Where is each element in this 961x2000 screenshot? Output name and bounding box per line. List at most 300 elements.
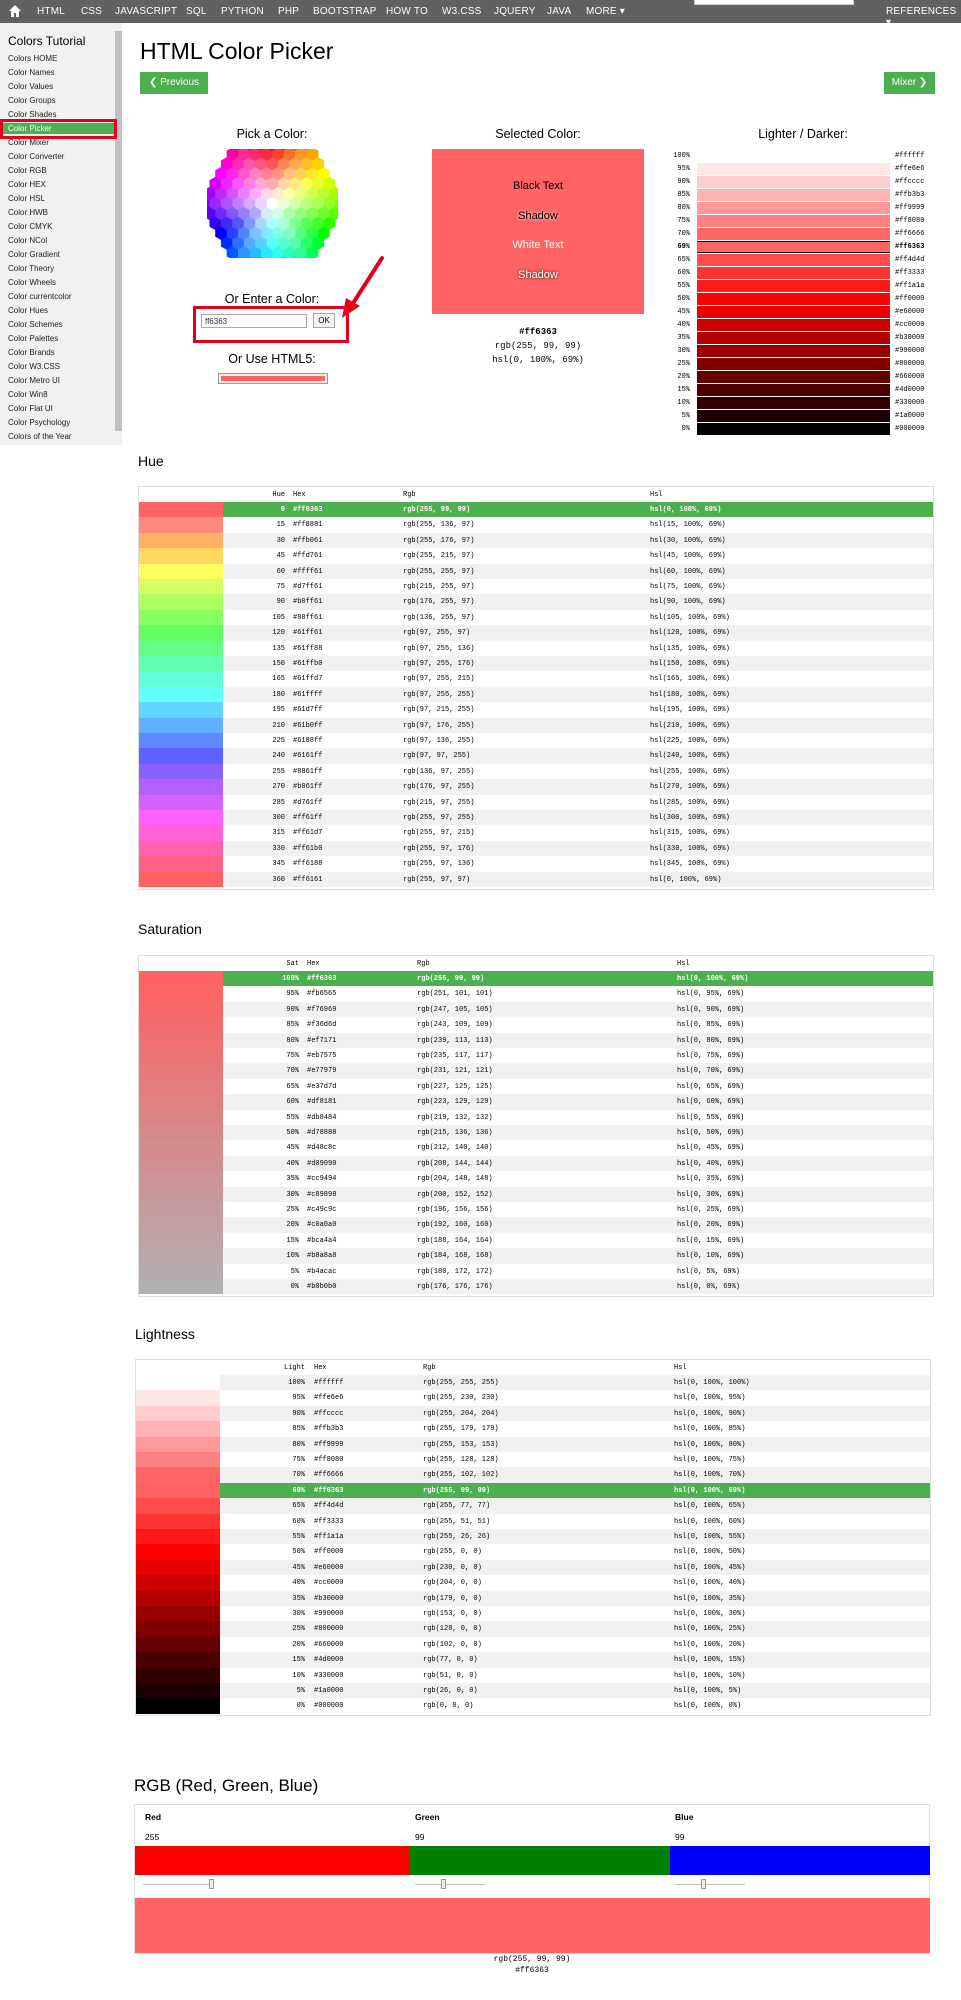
shade-swatch[interactable]	[697, 280, 890, 292]
shade-hex: #000000	[895, 425, 925, 433]
table-row[interactable]	[136, 1544, 930, 1559]
sidebar-item[interactable]: Colors HOME	[8, 54, 58, 63]
sidebar-item[interactable]: Color Win8	[8, 390, 48, 399]
html5-color-input[interactable]	[218, 373, 328, 384]
table-row[interactable]	[139, 971, 933, 986]
row-value: 195	[272, 706, 285, 715]
table-row[interactable]	[139, 687, 933, 702]
sidebar-item[interactable]: Color Metro UI	[8, 376, 61, 385]
sidebar-item[interactable]: Color RGB	[8, 166, 47, 175]
row-hsl: hsl(0, 100%, 75%)	[674, 1456, 746, 1464]
shade-row[interactable]	[670, 306, 929, 319]
next-mixer-button[interactable]: Mixer ❯	[884, 72, 935, 94]
nav-bootstrap[interactable]: BOOTSTRAP	[313, 6, 377, 17]
row-value: 70%	[292, 1471, 305, 1480]
shade-row[interactable]	[670, 319, 929, 332]
row-swatch[interactable]	[139, 795, 223, 810]
sidebar-item[interactable]: Color Values	[8, 82, 54, 91]
table-row[interactable]	[139, 1264, 933, 1279]
sidebar-item[interactable]: Color W3.CSS	[8, 362, 61, 371]
row-value: 105	[272, 613, 285, 622]
shade-swatch[interactable]	[697, 150, 890, 162]
row-hex: #61b0ff	[293, 721, 323, 730]
row-swatch[interactable]	[139, 1279, 223, 1294]
table-row[interactable]	[139, 1033, 933, 1048]
table-row[interactable]	[139, 872, 933, 887]
table-row[interactable]	[136, 1698, 930, 1713]
table-row[interactable]	[139, 656, 933, 671]
row-hex: #ff6666	[314, 1471, 344, 1480]
row-swatch[interactable]	[136, 1544, 220, 1559]
row-swatch[interactable]	[139, 610, 223, 625]
table-row[interactable]	[139, 1094, 933, 1109]
previous-button[interactable]: ❮ Previous	[140, 72, 208, 94]
row-swatch[interactable]	[136, 1591, 220, 1606]
table-row[interactable]	[139, 986, 933, 1001]
table-row[interactable]	[136, 1529, 930, 1544]
row-swatch[interactable]	[139, 548, 223, 563]
table-row[interactable]	[136, 1514, 930, 1529]
nav-references[interactable]: REFERENCES ▾	[886, 6, 957, 28]
row-swatch[interactable]	[136, 1606, 220, 1621]
row-rgb: rgb(179, 0, 0)	[423, 1594, 482, 1603]
home-icon[interactable]	[8, 4, 22, 18]
sidebar-item[interactable]: Color Names	[8, 68, 55, 77]
sidebar-item[interactable]: Color Theory	[8, 264, 55, 273]
table-row[interactable]	[136, 1421, 930, 1436]
table-row[interactable]	[139, 1217, 933, 1232]
row-rgb: rgb(255, 128, 128)	[423, 1456, 499, 1464]
nav-python[interactable]: PYTHON	[221, 6, 264, 17]
shade-swatch[interactable]	[697, 176, 890, 188]
shade-row[interactable]	[670, 345, 929, 358]
shade-row[interactable]	[670, 228, 929, 241]
row-swatch[interactable]	[136, 1452, 220, 1467]
row-swatch[interactable]	[139, 1156, 223, 1171]
sidebar-item[interactable]: Color Picker	[3, 123, 116, 134]
row-hex: #6161ff	[293, 752, 323, 761]
sidebar-item[interactable]: Color Schemes	[8, 320, 63, 329]
shade-row[interactable]	[670, 267, 929, 280]
green-label: Green	[415, 1812, 440, 1822]
row-swatch[interactable]	[139, 533, 223, 548]
table-row[interactable]	[139, 610, 933, 625]
row-rgb: rgb(255, 99, 99)	[423, 1486, 491, 1495]
row-rgb: rgb(227, 125, 125)	[417, 1082, 493, 1091]
row-swatch[interactable]	[136, 1652, 220, 1667]
row-value: 80%	[292, 1440, 305, 1449]
row-swatch[interactable]	[136, 1621, 220, 1636]
row-swatch[interactable]	[139, 641, 223, 656]
row-swatch[interactable]	[139, 841, 223, 856]
row-swatch[interactable]	[139, 656, 223, 671]
row-hex: #eb7575	[307, 1052, 337, 1060]
row-hsl: hsl(0, 100%, 80%)	[674, 1440, 746, 1449]
table-row[interactable]	[139, 1279, 933, 1294]
shade-swatch[interactable]	[697, 163, 890, 175]
shade-swatch[interactable]	[697, 319, 890, 331]
ok-button[interactable]: OK	[313, 313, 335, 328]
rgb-result-text: rgb(255, 99, 99)	[493, 1955, 571, 1964]
nav-jquery[interactable]: JQUERY	[494, 6, 536, 17]
shade-row[interactable]	[670, 215, 929, 228]
row-swatch[interactable]	[139, 810, 223, 825]
table-row[interactable]	[139, 702, 933, 717]
table-row[interactable]	[139, 1248, 933, 1263]
shade-swatch[interactable]	[697, 189, 890, 201]
row-hex: #61ff88	[293, 644, 323, 653]
row-rgb: rgb(184, 168, 168)	[417, 1252, 493, 1261]
row-hex: #d09090	[307, 1159, 337, 1168]
row-swatch[interactable]	[136, 1421, 220, 1436]
table-row[interactable]	[139, 625, 933, 640]
table-row[interactable]	[139, 671, 933, 686]
table-row[interactable]	[139, 548, 933, 563]
table-row[interactable]	[139, 1233, 933, 1248]
shade-swatch[interactable]	[697, 254, 890, 266]
enter-color-label: Or Enter a Color:	[224, 292, 320, 306]
nav-javascript[interactable]: JAVASCRIPT	[115, 6, 178, 17]
nav-sql[interactable]: SQL	[186, 6, 207, 17]
row-swatch[interactable]	[136, 1683, 220, 1698]
row-swatch[interactable]	[139, 1187, 223, 1202]
table-row[interactable]	[139, 564, 933, 579]
table-row[interactable]	[136, 1683, 930, 1698]
table-row[interactable]	[139, 764, 933, 779]
row-swatch[interactable]	[136, 1698, 220, 1713]
sidebar-item[interactable]: Color HWB	[8, 208, 49, 217]
sidebar-item[interactable]: Color CMYK	[8, 222, 53, 231]
hue-table	[138, 486, 934, 890]
shade-row[interactable]	[670, 332, 929, 345]
shade-percent: 10%	[677, 399, 690, 407]
row-swatch[interactable]	[139, 1094, 223, 1109]
row-rgb: rgb(215, 136, 136)	[417, 1129, 493, 1137]
table-row[interactable]	[136, 1606, 930, 1621]
row-hsl: hsl(0, 100%, 60%)	[674, 1517, 746, 1526]
row-swatch[interactable]	[139, 1017, 223, 1032]
row-swatch[interactable]	[139, 872, 223, 887]
nav-w3css[interactable]: W3.CSS	[442, 6, 482, 17]
table-row[interactable]	[136, 1498, 930, 1513]
shade-swatch[interactable]	[697, 202, 890, 214]
shade-hex: #ffb3b3	[895, 191, 925, 199]
sidebar-item[interactable]: Color Palettes	[8, 334, 59, 343]
row-swatch[interactable]	[139, 517, 223, 532]
table-row[interactable]	[139, 810, 933, 825]
row-swatch[interactable]	[139, 733, 223, 748]
shade-row[interactable]	[670, 150, 929, 163]
shade-swatch[interactable]	[697, 423, 890, 435]
shade-swatch[interactable]	[697, 345, 890, 357]
shade-swatch[interactable]	[697, 306, 890, 318]
table-row[interactable]	[139, 641, 933, 656]
row-swatch[interactable]	[139, 1171, 223, 1186]
sidebar-item[interactable]: Color Converter	[8, 152, 65, 161]
nav-php[interactable]: PHP	[278, 6, 300, 17]
table-row[interactable]	[139, 1202, 933, 1217]
table-row[interactable]	[136, 1483, 930, 1498]
row-swatch[interactable]	[139, 1079, 223, 1094]
row-swatch[interactable]	[136, 1668, 220, 1683]
row-swatch[interactable]	[136, 1406, 220, 1421]
row-swatch[interactable]	[139, 1233, 223, 1248]
row-swatch[interactable]	[139, 579, 223, 594]
row-swatch[interactable]	[139, 1048, 223, 1063]
row-hsl: hsl(0, 80%, 69%)	[677, 1036, 745, 1045]
row-swatch[interactable]	[136, 1514, 220, 1529]
shade-swatch[interactable]	[697, 267, 890, 279]
table-row[interactable]	[139, 779, 933, 794]
shade-row[interactable]	[670, 254, 929, 267]
row-swatch[interactable]	[139, 1033, 223, 1048]
sidebar-item[interactable]: Color Wheels	[8, 278, 57, 287]
table-row[interactable]	[139, 594, 933, 609]
shade-row[interactable]	[670, 176, 929, 189]
shade-percent: 69%	[677, 243, 690, 251]
sidebar-item[interactable]: Color Flat UI	[8, 404, 53, 413]
sidebar-item[interactable]: Color Hues	[8, 306, 49, 315]
row-swatch[interactable]	[136, 1437, 220, 1452]
table-row[interactable]	[139, 825, 933, 840]
nav-css[interactable]: CSS	[81, 6, 103, 17]
row-hsl: hsl(0, 100%, 10%)	[674, 1671, 746, 1680]
row-hsl: hsl(0, 100%, 69%)	[650, 875, 722, 884]
row-hex: #ffffff	[314, 1379, 344, 1387]
row-value: 30%	[286, 1190, 299, 1199]
black-text-sample: Black Text	[513, 180, 563, 192]
shade-percent: 90%	[677, 178, 690, 186]
table-row[interactable]	[139, 1017, 933, 1032]
shade-swatch[interactable]	[697, 410, 890, 422]
table-row[interactable]	[139, 502, 933, 517]
row-hex: #cc0000	[314, 1579, 344, 1588]
white-shadow-sample: Shadow	[518, 269, 558, 281]
blue-slider-track[interactable]	[675, 1884, 745, 1885]
row-value: 100%	[282, 975, 299, 983]
row-value: 60%	[292, 1517, 305, 1526]
row-swatch[interactable]	[139, 718, 223, 733]
shade-row[interactable]	[670, 371, 929, 384]
table-row[interactable]	[139, 795, 933, 810]
sidebar-item[interactable]: Color Mixer	[8, 138, 49, 147]
table-row[interactable]	[139, 718, 933, 733]
shade-swatch[interactable]	[697, 332, 890, 344]
table-row[interactable]	[136, 1637, 930, 1652]
table-row[interactable]	[139, 1140, 933, 1155]
shade-row[interactable]	[670, 358, 929, 371]
shade-row[interactable]	[670, 293, 929, 306]
blue-slider-thumb[interactable]	[701, 1879, 706, 1889]
row-swatch[interactable]	[136, 1483, 220, 1498]
table-row[interactable]	[136, 1467, 930, 1482]
table-row[interactable]	[139, 579, 933, 594]
table-row[interactable]	[139, 1048, 933, 1063]
shade-row[interactable]	[670, 397, 929, 410]
table-row[interactable]	[139, 1125, 933, 1140]
row-swatch[interactable]	[136, 1575, 220, 1590]
row-swatch[interactable]	[139, 779, 223, 794]
row-rgb: rgb(212, 140, 140)	[417, 1144, 493, 1153]
green-slider-track[interactable]	[415, 1884, 485, 1885]
table-row[interactable]	[136, 1621, 930, 1636]
row-swatch[interactable]	[139, 825, 223, 840]
search-input[interactable]	[694, 0, 854, 5]
sidebar-item[interactable]: Color NCol	[8, 236, 48, 245]
row-swatch[interactable]	[139, 671, 223, 686]
table-row[interactable]	[136, 1375, 930, 1390]
shade-row[interactable]	[670, 423, 929, 436]
row-value: 5%	[290, 1267, 299, 1276]
table-row[interactable]	[139, 1187, 933, 1202]
row-swatch[interactable]	[139, 1217, 223, 1232]
row-swatch[interactable]	[139, 1110, 223, 1125]
nav-more[interactable]: MORE ▾	[586, 6, 625, 17]
row-rgb: rgb(255, 0, 0)	[423, 1548, 482, 1557]
shade-row[interactable]	[670, 410, 929, 423]
row-rgb: rgb(255, 99, 99)	[417, 975, 485, 983]
table-row[interactable]	[139, 733, 933, 748]
red-slider-thumb[interactable]	[209, 1879, 214, 1889]
table-row[interactable]	[136, 1452, 930, 1467]
sidebar-item[interactable]: Color Shades	[8, 110, 57, 119]
row-swatch[interactable]	[139, 1140, 223, 1155]
column-header: Hue	[272, 491, 285, 499]
shade-percent: 35%	[677, 334, 690, 342]
lighter-darker-label: Lighter / Darker:	[758, 127, 848, 141]
shade-row[interactable]	[670, 384, 929, 397]
row-swatch[interactable]	[139, 856, 223, 871]
row-swatch[interactable]	[139, 986, 223, 1001]
row-swatch[interactable]	[139, 1248, 223, 1263]
shade-hex: #4d0000	[895, 386, 925, 394]
row-swatch[interactable]	[139, 625, 223, 640]
nav-java[interactable]: JAVA	[547, 6, 572, 17]
shade-row[interactable]	[670, 189, 929, 202]
table-row[interactable]	[139, 1156, 933, 1171]
table-row[interactable]	[136, 1668, 930, 1683]
row-swatch[interactable]	[139, 1063, 223, 1078]
table-row[interactable]	[139, 1110, 933, 1125]
sidebar-item[interactable]: Color Brands	[8, 348, 55, 357]
table-row[interactable]	[136, 1390, 930, 1405]
row-value: 255	[272, 767, 285, 776]
shade-swatch[interactable]	[697, 397, 890, 409]
table-row[interactable]	[139, 1002, 933, 1017]
table-row[interactable]	[139, 533, 933, 548]
sidebar-item[interactable]: Colors of the Year	[8, 432, 72, 441]
row-hex: #ef7171	[307, 1036, 337, 1045]
table-row[interactable]	[139, 856, 933, 871]
table-row[interactable]	[139, 841, 933, 856]
row-value: 50%	[286, 1129, 299, 1137]
row-rgb: rgb(102, 0, 0)	[423, 1640, 482, 1649]
sidebar-scrollbar[interactable]	[115, 31, 122, 431]
row-value: 10%	[292, 1671, 305, 1680]
table-row[interactable]	[139, 517, 933, 532]
sidebar-item[interactable]: Color HSL	[8, 194, 45, 203]
row-swatch[interactable]	[139, 594, 223, 609]
shade-row[interactable]	[670, 163, 929, 176]
row-rgb: rgb(231, 121, 121)	[417, 1067, 493, 1076]
row-swatch[interactable]	[136, 1467, 220, 1482]
row-swatch[interactable]	[139, 1202, 223, 1217]
shade-row[interactable]	[670, 280, 929, 293]
row-swatch[interactable]	[136, 1375, 220, 1390]
shade-percent: 45%	[677, 308, 690, 316]
row-hex: #b4acac	[307, 1267, 337, 1276]
shade-swatch[interactable]	[697, 384, 890, 396]
nav-html[interactable]: HTML	[37, 6, 66, 17]
row-swatch[interactable]	[139, 764, 223, 779]
row-swatch[interactable]	[136, 1498, 220, 1513]
row-swatch[interactable]	[139, 971, 223, 986]
table-row[interactable]	[136, 1652, 930, 1667]
row-hsl: hsl(0, 100%, 69%)	[674, 1486, 746, 1495]
row-hex: #1a0000	[314, 1687, 344, 1695]
row-hsl: hsl(0, 100%, 35%)	[674, 1594, 746, 1603]
shade-swatch[interactable]	[697, 371, 890, 383]
row-hex: #ffb3b3	[314, 1425, 344, 1434]
row-swatch[interactable]	[139, 687, 223, 702]
color-hexagon-map[interactable]	[207, 149, 338, 258]
table-row[interactable]	[139, 1171, 933, 1186]
shade-swatch[interactable]	[697, 241, 890, 253]
row-hex: #ff8881	[293, 521, 323, 530]
shade-row[interactable]	[670, 241, 929, 254]
shade-swatch[interactable]	[697, 358, 890, 370]
sidebar-item[interactable]: Color Psychology	[8, 418, 71, 427]
shade-swatch[interactable]	[697, 215, 890, 227]
sidebar-item[interactable]: Color currentcolor	[8, 292, 72, 301]
row-swatch[interactable]	[136, 1560, 220, 1575]
table-row[interactable]	[139, 748, 933, 763]
row-value: 150	[272, 660, 285, 668]
row-swatch[interactable]	[139, 502, 223, 517]
table-row[interactable]	[139, 1063, 933, 1078]
row-swatch[interactable]	[139, 564, 223, 579]
red-slider-track[interactable]	[143, 1884, 213, 1885]
row-swatch[interactable]	[136, 1637, 220, 1652]
shade-percent: 5%	[681, 412, 690, 420]
shade-row[interactable]	[670, 202, 929, 215]
row-swatch[interactable]	[139, 1002, 223, 1017]
sidebar-item[interactable]: Color Gradient	[8, 250, 61, 259]
row-swatch[interactable]	[136, 1390, 220, 1405]
sidebar-item[interactable]: Color HEX	[8, 180, 46, 189]
sidebar-item[interactable]: Color Groups	[8, 96, 56, 105]
table-row[interactable]	[139, 1079, 933, 1094]
shade-hex: #ff6363	[895, 243, 925, 251]
table-row[interactable]	[136, 1437, 930, 1452]
row-swatch[interactable]	[136, 1529, 220, 1544]
nav-how-to[interactable]: HOW TO	[386, 6, 428, 17]
shade-swatch[interactable]	[697, 228, 890, 240]
row-swatch[interactable]	[139, 1125, 223, 1140]
sidebar	[0, 23, 122, 445]
table-row[interactable]	[136, 1406, 930, 1421]
table-row[interactable]	[136, 1560, 930, 1575]
shade-swatch[interactable]	[697, 293, 890, 305]
column-header: Hex	[293, 491, 306, 499]
row-swatch[interactable]	[139, 1264, 223, 1279]
table-row[interactable]	[136, 1575, 930, 1590]
green-slider-thumb[interactable]	[441, 1879, 446, 1889]
table-row[interactable]	[136, 1591, 930, 1606]
row-swatch[interactable]	[139, 748, 223, 763]
row-swatch[interactable]	[139, 702, 223, 717]
row-hsl: hsl(0, 60%, 69%)	[677, 1098, 745, 1107]
